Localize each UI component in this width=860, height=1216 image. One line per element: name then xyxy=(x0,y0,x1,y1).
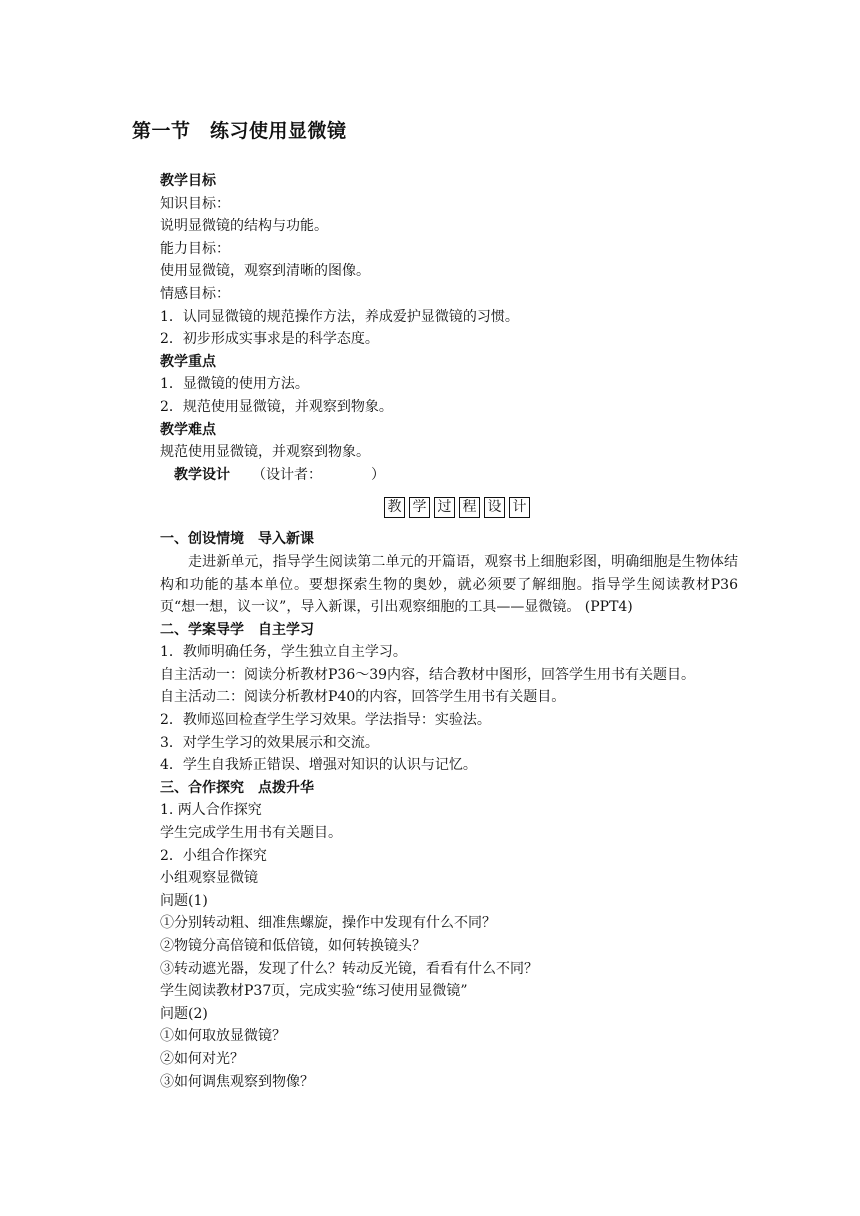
question-1-item: ③转动遮光器，发现了什么？转动反光镜，看看有什么不同？ xyxy=(160,960,538,977)
section-3-heading: 三、合作探究 点拨升华 xyxy=(160,779,314,796)
difficulties-heading: 教学难点 xyxy=(160,421,216,438)
section-2-line: 自主活动二：阅读分析教材P40的内容，回答学生用书有关题目。 xyxy=(160,689,566,706)
boxed-char: 程 xyxy=(459,497,480,518)
design-heading: 教学设计 xyxy=(174,466,230,483)
emotion-goal-item: 2．初步形成实事求是的科学态度。 xyxy=(160,331,379,348)
question-2-label: 问题(2) xyxy=(160,1005,208,1022)
section-2-line: 1．教师明确任务，学生独立自主学习。 xyxy=(160,644,407,661)
page-title: 第一节 练习使用显微镜 xyxy=(132,120,347,142)
ability-goal-label: 能力目标： xyxy=(160,240,230,257)
question-1-item: ①分别转动粗、细准焦螺旋，操作中发现有什么不同？ xyxy=(160,915,496,932)
boxed-char: 教 xyxy=(384,497,405,518)
design-line xyxy=(160,464,740,487)
section-3-line: 2．小组合作探究 xyxy=(160,847,267,864)
key-points-heading: 教学重点 xyxy=(160,353,216,370)
boxed-char: 过 xyxy=(434,497,455,518)
section-3-line: 学生阅读教材P37页，完成实验“练习使用显微镜” xyxy=(160,983,468,1000)
designer-note: （设计者： ） xyxy=(252,466,385,483)
section-3-line: 学生完成学生用书有关题目。 xyxy=(160,825,342,842)
teaching-goals-heading: 教学目标 xyxy=(160,173,216,189)
boxed-char: 设 xyxy=(484,497,505,518)
emotion-goal-item: 1．认同显微镜的规范操作方法，养成爱护显微镜的习惯。 xyxy=(160,308,519,325)
process-design-title xyxy=(160,486,740,528)
emotion-goal-label: 情感目标： xyxy=(160,285,230,302)
section-1-paragraph: 走进新单元，指导学生阅读第二单元的开篇语，观察书上细胞彩图，明确细胞是生物体结构和功能的基本单位。要想探索生物的奥妙，就必须要了解细胞。指导学生阅读教材P36页“想一想，议一议”，导入新课，引出观察细胞的工具——显微镜。 (PPT4) xyxy=(160,553,738,616)
key-point-item: 1．显微镜的使用方法。 xyxy=(160,376,309,393)
knowledge-goal-text: 说明显微镜的结构与功能。 xyxy=(160,218,328,235)
section-2-line: 自主活动一：阅读分析教材P36～39内容，结合教材中图形，回答学生用书有关题目。 xyxy=(160,666,696,683)
key-point-item: 2．规范使用显微镜，并观察到物象。 xyxy=(160,398,393,415)
section-2-line: 3．对学生学习的效果展示和交流。 xyxy=(160,734,379,751)
question-2-item: ②如何对光？ xyxy=(160,1050,244,1067)
section-3-line: 1. 两人合作探究 xyxy=(160,802,262,819)
boxed-char: 学 xyxy=(409,497,430,518)
question-2-item: ③如何调焦观察到物像？ xyxy=(160,1073,314,1090)
knowledge-goal-label: 知识目标： xyxy=(160,195,230,212)
section-3-line: 小组观察显微镜 xyxy=(160,870,258,887)
section-2-line: 4．学生自我矫正错误、增强对知识的认识与记忆。 xyxy=(160,757,477,774)
question-1-item: ②物镜分高倍镜和低倍镜，如何转换镜头？ xyxy=(160,938,426,954)
section-2-heading: 二、学案导学 自主学习 xyxy=(160,621,314,638)
question-2-item: ①如何取放显微镜？ xyxy=(160,1028,286,1045)
document-body xyxy=(160,170,740,1093)
ability-goal-text: 使用显微镜，观察到清晰的图像。 xyxy=(160,263,370,280)
boxed-char: 计 xyxy=(509,497,530,518)
section-1-heading: 一、创设情境 导入新课 xyxy=(160,531,314,548)
difficulty-item: 规范使用显微镜，并观察到物象。 xyxy=(160,444,370,461)
question-1-label: 问题(1) xyxy=(160,892,208,909)
section-2-line: 2．教师巡回检查学生学习效果。学法指导：实验法。 xyxy=(160,712,491,729)
